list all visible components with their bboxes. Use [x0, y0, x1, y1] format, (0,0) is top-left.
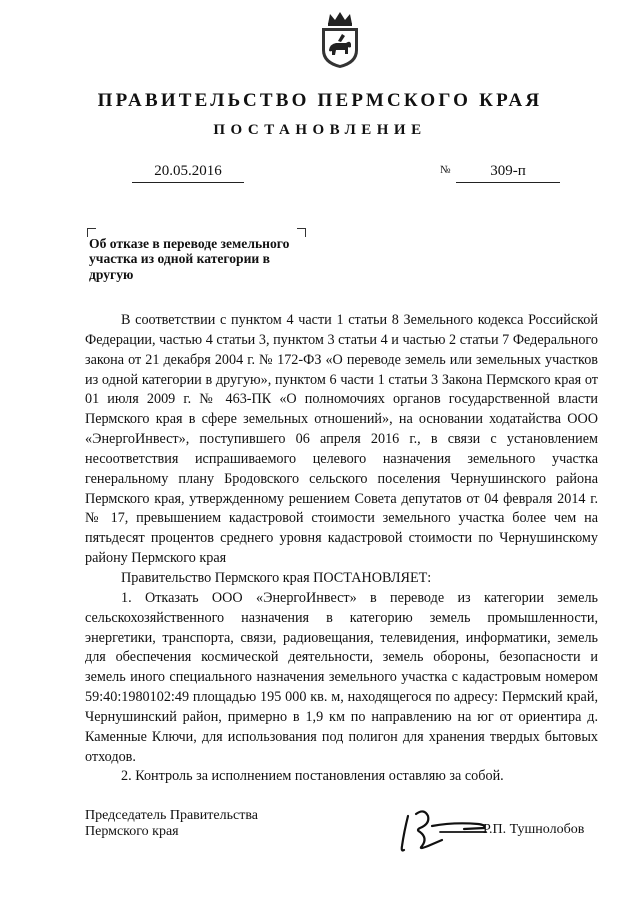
signer-title-line2: Пермского края [85, 823, 179, 839]
document-number: 309-п [456, 160, 560, 183]
document-type: ПОСТАНОВЛЕНИЕ [213, 122, 427, 138]
government-title: ПРАВИТЕЛЬСТВО ПЕРМСКОГО КРАЯ [97, 90, 543, 111]
document-body [85, 311, 598, 787]
signer-title [85, 808, 258, 839]
document-subject: Об отказе в переводе земельного участка из одной категории в другую [89, 236, 290, 282]
number-sign: № [440, 164, 451, 176]
document-date: 20.05.2016 [132, 160, 244, 183]
signer-title-line1: Председатель Правительства [85, 808, 258, 823]
body-paragraph-item-1: 1. Отказать ООО «ЭнергоИнвест» в переводе из категории земель сельскохозяйственного назначения в категорию земель промышленности, энергетики, транспорта, связи, радиовещания, телевидения, информатики, земель для обеспечения космической деятельности, земель обороны, безопасности и земель иного специального назначения земельного участка с кадастровым номером 59:40:1980102:49 площадью 195 000 кв. м, находящегося по адресу: Пермский край, Чернушинский район, примерно в 1,9 км по направлению на юг от ориентира д. Каменные Ключи, для использования под полигон для хранения твердых бытовых отходов. [85, 589, 598, 765]
body-paragraph-preamble: В соответствии с пунктом 4 части 1 статьи 8 Земельного кодекса Российской Федерации, частью 4 статьи 3, пунктом 3 статьи 4 и частью 2 статьи 7 Федерального закона от 21 декабря 2004 г. № 172-ФЗ «О переводе земель или земельных участков из одной категории в другую», пунктом 6 части 1 статьи 3 Закона Пермского края от 01 июля 2009 г. № 463-ПК «О полномочиях органов государственной власти Пермского края в сфере земельных отношений», на основании ходатайства ООО «ЭнергоИнвест», поступившего 06 апреля 2016 г., в связи с установлением несоответствия испрашиваемого целевого назначения земельного участка генеральному плану Бродовского сельского поселения Чернушинского района Пермского края, утвержденному решением Совета депутатов от 04 февраля 2014 г. № 17, превышением кадастровой стоимости земельного участка более чем на пятьдесят процентов среднего уровня кадастровой стоимости по Чернушинскому району Пермского края [85, 312, 598, 567]
body-paragraph-item-2: 2. Контроль за исполнением постановления оставляю за собой. [121, 768, 504, 785]
body-paragraph-resolves: Правительство Пермского края ПОСТАНОВЛЯЕТ: [121, 569, 432, 586]
handwritten-signature [394, 802, 494, 856]
coat-of-arms-icon [318, 10, 362, 70]
signer-name: Р.П. Тушнолобов [483, 822, 585, 837]
